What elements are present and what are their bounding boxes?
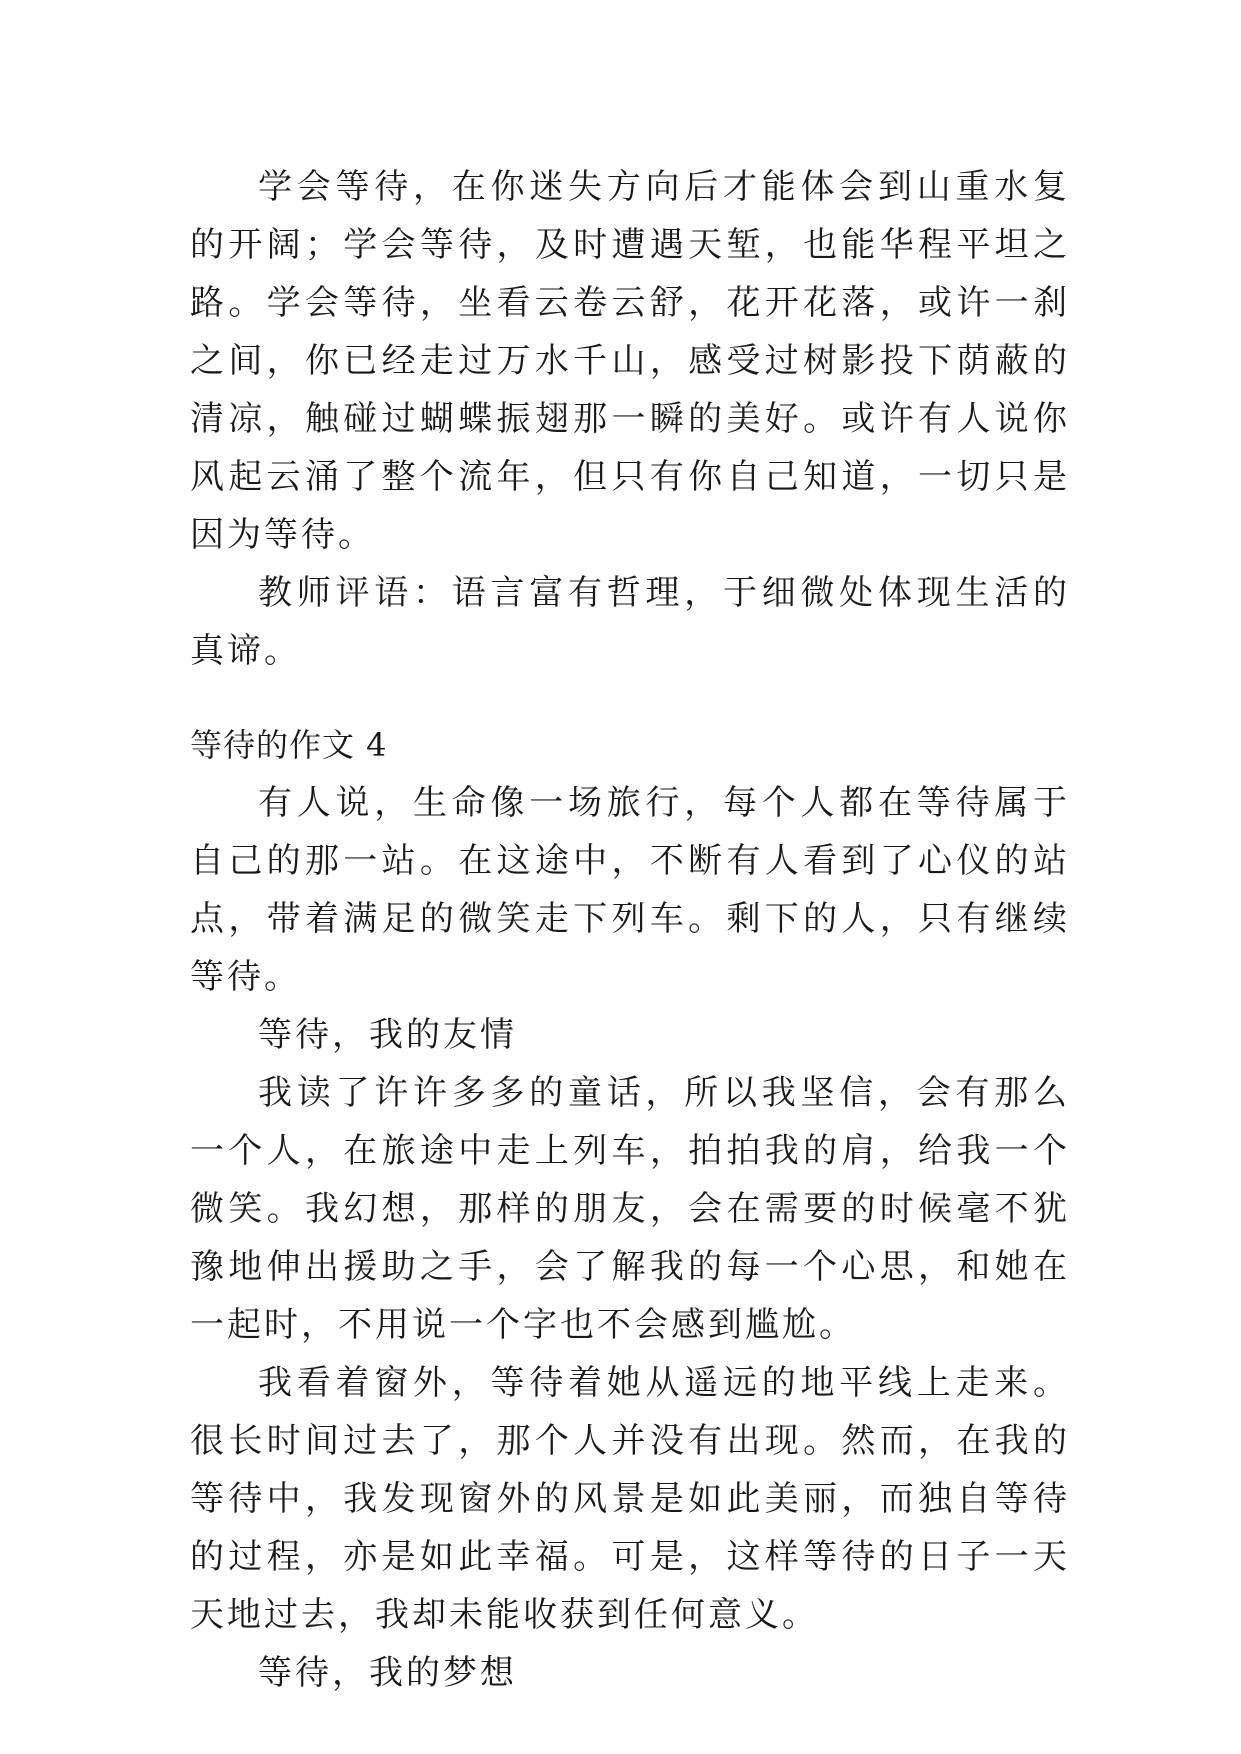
document-body — [190, 158, 1070, 1702]
section-heading-friendship: 等待，我的友情 — [258, 1015, 517, 1055]
body-paragraph: 学会等待，在你迷失方向后才能体会到山重水复的开阔；学会等待，及时遭遇天堑，也能华程平坦之路。学会等待，坐看云卷云舒，花开花落，或许一刹之间，你已经走过万水千山，感受过树影投下荫蔽的清凉，触碰过蝴蝶振翅那一瞬的美好。或许有人说你风起云涌了整个流年，但只有你自己知道，一切只是因为等待。 — [190, 167, 1070, 555]
body-paragraph: 我看着窗外，等待着她从遥远的地平线上走来。很长时间过去了，那个人并没有出现。然而，在我的等待中，我发现窗外的风景是如此美丽，而独自等待的过程，亦是如此幸福。可是，这样等待的日子一天天地过去，我却未能收获到任何意义。 — [190, 1363, 1070, 1635]
intro-paragraph: 有人说，生命像一场旅行，每个人都在等待属于自己的那一站。在这途中，不断有人看到了心仪的站点，带着满足的微笑走下列车。剩下的人，只有继续等待。 — [190, 783, 1070, 997]
body-paragraph: 我读了许许多多的童话，所以我坚信，会有那么一个人，在旅途中走上列车，拍拍我的肩，给我一个微笑。我幻想，那样的朋友，会在需要的时候毫不犹豫地伸出援助之手，会了解我的每一个心思，和她在一起时，不用说一个字也不会感到尴尬。 — [190, 1073, 1070, 1345]
essay-title: 等待的作文 4 — [190, 726, 388, 764]
section-heading-dream: 等待，我的梦想 — [258, 1653, 517, 1693]
teacher-comment: 教师评语：语言富有哲理，于细微处体现生活的真谛。 — [190, 573, 1070, 671]
